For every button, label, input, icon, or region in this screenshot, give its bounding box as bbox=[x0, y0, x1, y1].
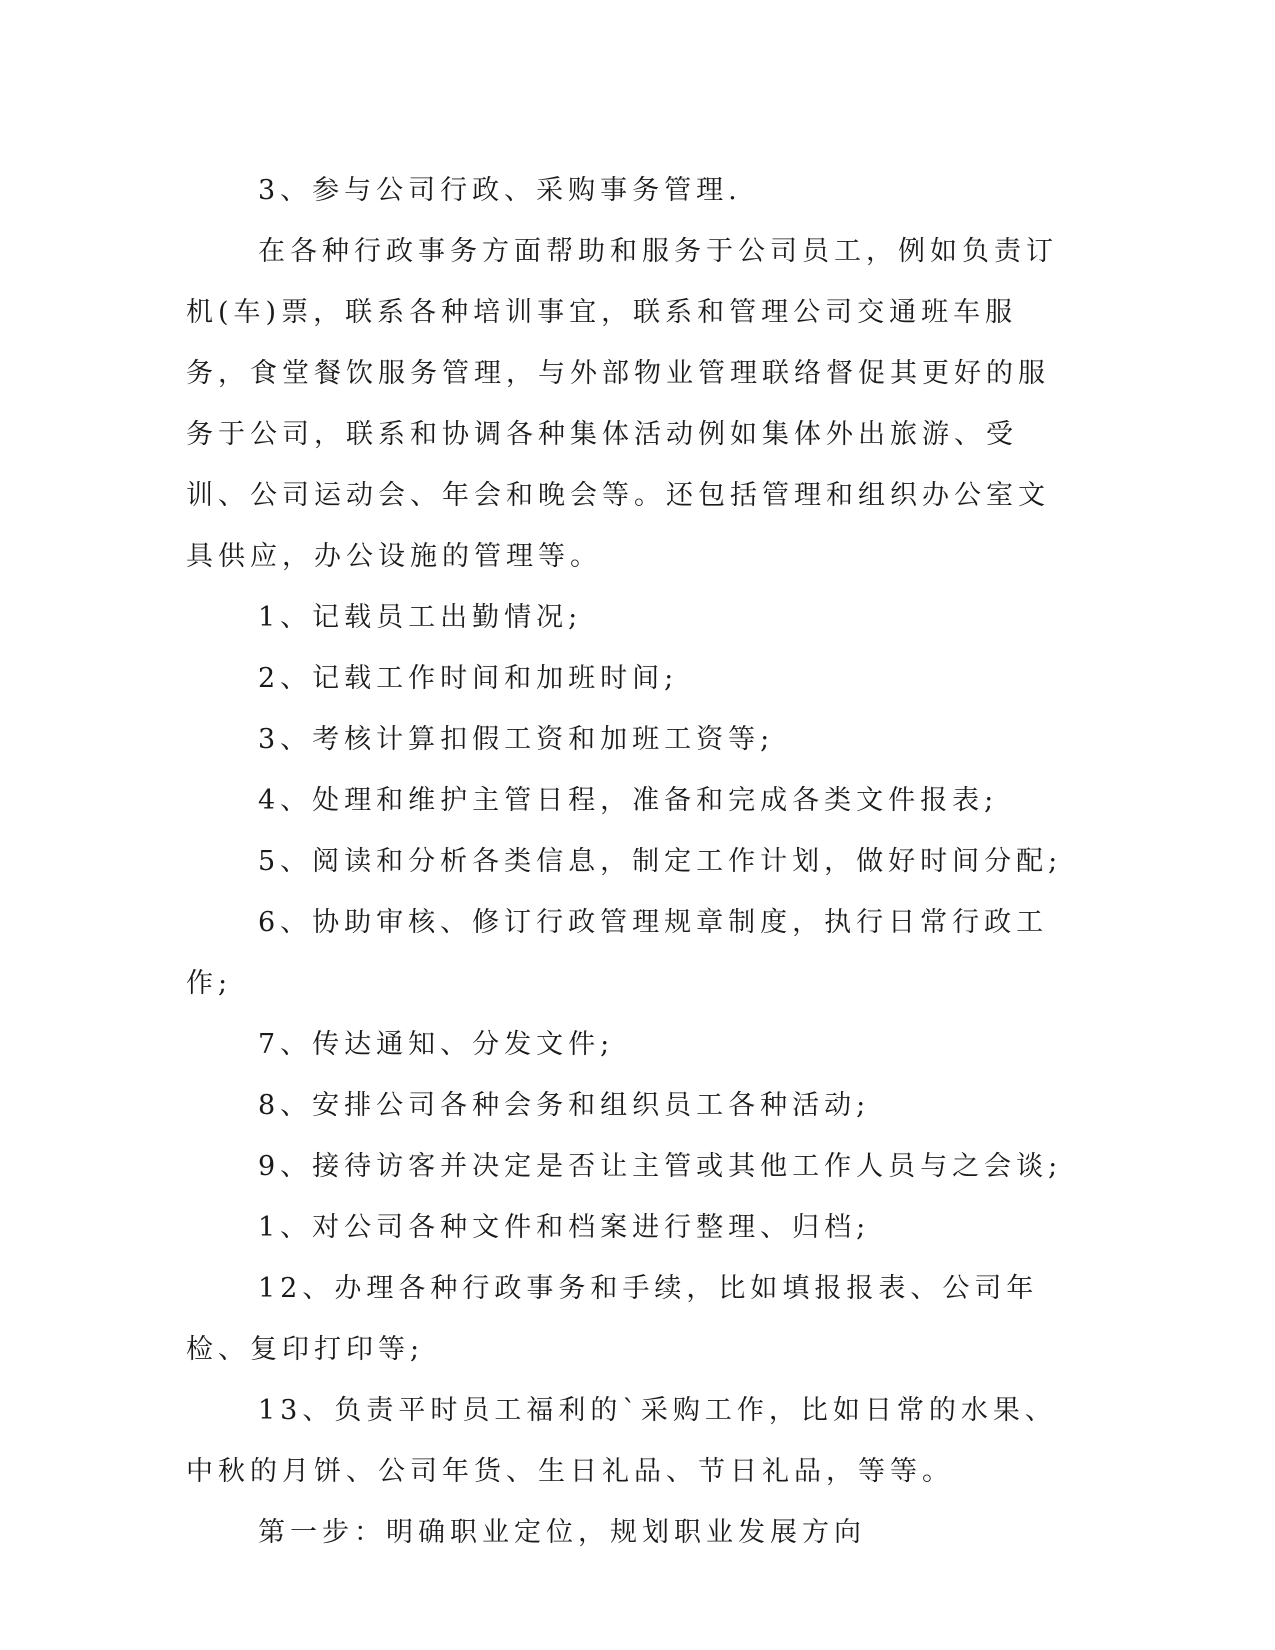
list-item: 3、考核计算扣假工资和加班工资等; bbox=[258, 724, 775, 755]
list-item: 9、接待访客并决定是否让主管或其他工作人员与之会谈; bbox=[258, 1151, 1063, 1182]
list-item: 13、负责平时员工福利的`采购工作，比如日常的水果、中秋的月饼、公司年货、生日礼品、节日礼品，等等。 bbox=[186, 1395, 1057, 1487]
list-item: 1、对公司各种文件和档案进行整理、归档; bbox=[258, 1212, 871, 1243]
list-item: 12、办理各种行政事务和手续，比如填报报表、公司年检、复印打印等; bbox=[186, 1273, 1039, 1365]
section-heading: 第一步：明确职业定位，规划职业发展方向 bbox=[258, 1517, 866, 1548]
list-item: 2、记载工作时间和加班时间; bbox=[258, 663, 679, 694]
paragraph: 在各种行政事务方面帮助和服务于公司员工，例如负责订机(车)票，联系各种培训事宜，联系和管理公司交通班车服务，食堂餐饮服务管理，与外部物业管理联络督促其更好的服务于公司，联系和协调各种集体活动例如集体外出旅游、受训、公司运动会、年会和晚会等。还包括管理和组织办公室文具供应，办公设施的管理等。 bbox=[186, 236, 1058, 572]
list-item: 7、传达通知、分发文件; bbox=[258, 1029, 615, 1060]
list-item: 4、处理和维护主管日程，准备和完成各类文件报表; bbox=[258, 785, 999, 816]
list-item: 1、记载员工出勤情况; bbox=[258, 602, 583, 633]
list-item: 5、阅读和分析各类信息，制定工作计划，做好时间分配; bbox=[258, 846, 1063, 877]
list-item: 6、协助审核、修订行政管理规章制度，执行日常行政工作; bbox=[186, 907, 1049, 999]
list-item: 8、安排公司各种会务和组织员工各种活动; bbox=[258, 1090, 871, 1121]
document-body bbox=[186, 160, 1066, 1563]
paragraph: 3、参与公司行政、采购事务管理. bbox=[258, 175, 742, 206]
